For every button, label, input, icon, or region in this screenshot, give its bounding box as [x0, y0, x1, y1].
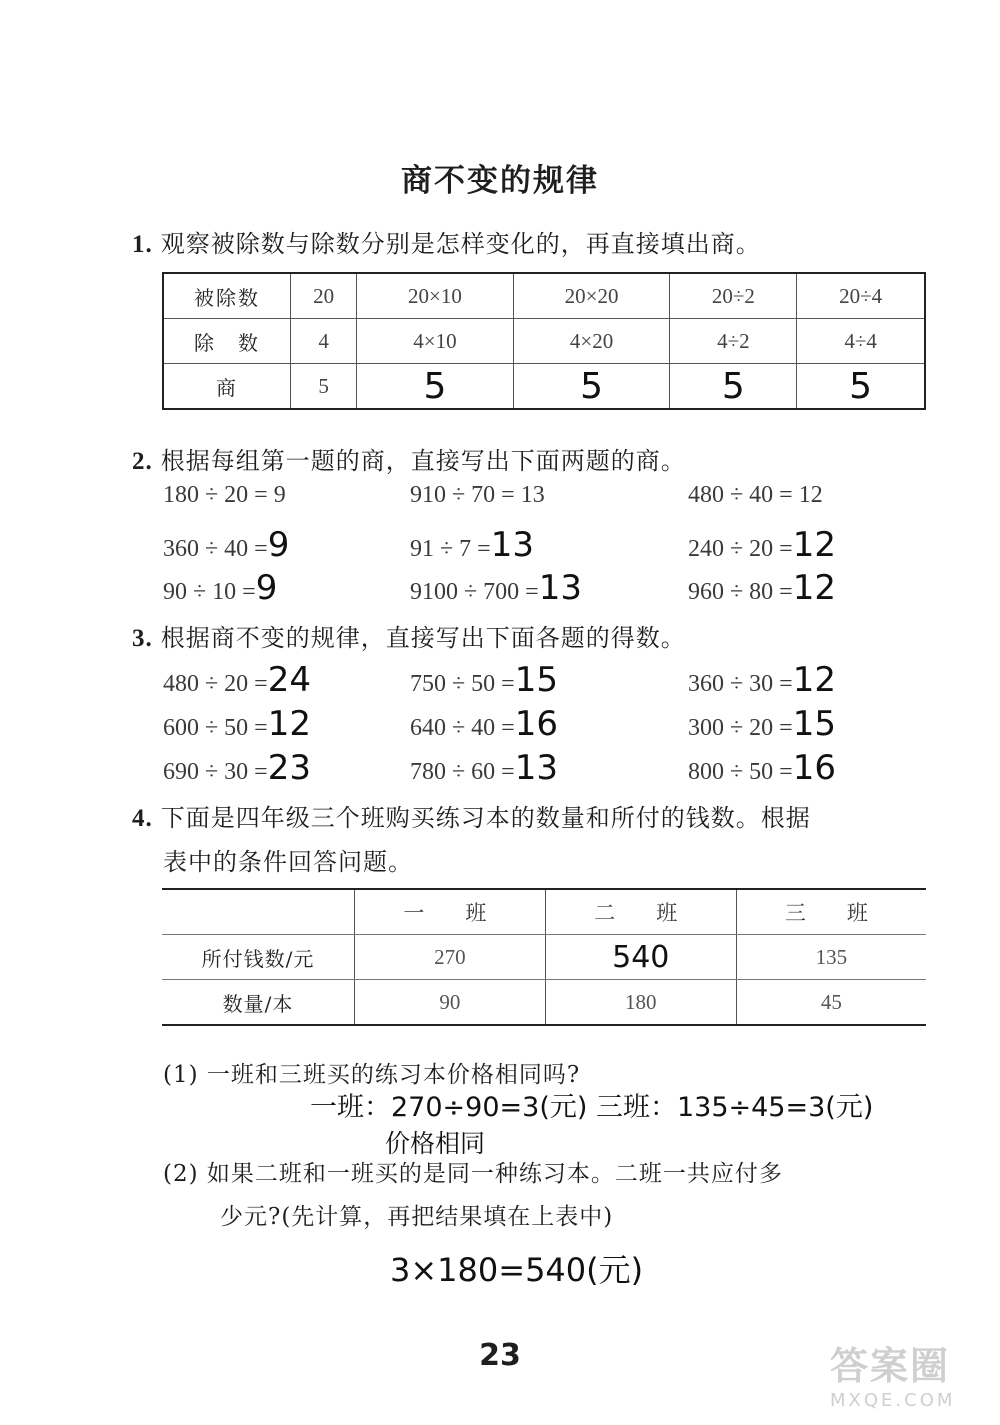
column-header: 一 班 [355, 889, 546, 935]
handwritten-answer: 15 [792, 704, 836, 744]
equation-text: 600 ÷ 50 = [163, 715, 268, 741]
handwritten-answer: 5 [849, 365, 873, 407]
equation-text: 240 ÷ 20 = [688, 536, 793, 562]
question-4-continued: 表中的条件回答问题。 [163, 848, 413, 876]
table-cell: 20÷4 [797, 273, 925, 319]
column-header: 三 班 [736, 889, 926, 935]
equation-text: 910 ÷ 70 = 13 [410, 482, 545, 508]
table-row [163, 273, 925, 319]
equation [688, 525, 836, 565]
equation [688, 568, 836, 608]
equation [688, 482, 823, 509]
handwritten-answer: 13 [514, 748, 558, 788]
table-cell: 4×10 [357, 319, 514, 364]
table-cell: 20÷2 [670, 273, 797, 319]
equation-text: 780 ÷ 60 = [410, 759, 515, 785]
equation-text: 91 ÷ 7 = [410, 536, 491, 562]
question-3 [132, 618, 686, 653]
table-row [163, 319, 925, 364]
table-cell: 45 [736, 980, 926, 1026]
equation-text: 360 ÷ 30 = [688, 671, 793, 697]
equation-text: 800 ÷ 50 = [688, 759, 793, 785]
table-row [162, 935, 926, 980]
table-cell: 20 [291, 273, 357, 319]
equation [163, 525, 289, 565]
handwritten-answer: 12 [792, 568, 836, 608]
sub-question-2: (2) 如果二班和一班买的是同一种练习本。二班一共应付多 [163, 1161, 783, 1187]
table-cell: 135 [736, 935, 926, 980]
table-cell: 90 [355, 980, 546, 1026]
equation-text: 750 ÷ 50 = [410, 671, 515, 697]
handwritten-answer: 13 [490, 525, 534, 565]
handwritten-answer: 24 [267, 660, 311, 700]
question-4 [132, 798, 811, 833]
table-cell: 20×10 [357, 273, 514, 319]
page-title: 商不变的规律 [401, 163, 599, 199]
equation [410, 482, 545, 509]
quotient-table [162, 272, 926, 410]
table-cell: 4÷4 [797, 319, 925, 364]
question-text: 观察被除数与除数分别是怎样变化的，再直接填出商。 [160, 230, 761, 258]
page-number: 23 [479, 1338, 521, 1373]
equation-text: 960 ÷ 80 = [688, 579, 793, 605]
equation [688, 748, 836, 788]
handwritten-work: 一班：270÷90=3(元) 三班：135÷45=3(元) [310, 1092, 874, 1123]
equation-text: 90 ÷ 10 = [163, 579, 256, 605]
table-cell: 4÷2 [670, 319, 797, 364]
handwritten-work: 3×180=540(元) [390, 1251, 644, 1289]
sub-question-2-continued: 少元?(先计算，再把结果填在上表中) [220, 1204, 614, 1230]
equation [163, 660, 311, 700]
sub-question-1: (1) 一班和三班买的练习本价格相同吗? [163, 1062, 581, 1088]
equation-text: 360 ÷ 40 = [163, 536, 268, 562]
equation [688, 704, 836, 744]
equation-text: 690 ÷ 30 = [163, 759, 268, 785]
equation [163, 748, 311, 788]
equation [410, 568, 582, 608]
equation [410, 748, 558, 788]
equation-text: 480 ÷ 40 = 12 [688, 482, 823, 508]
table-cell: 270 [355, 935, 546, 980]
watermark-main: 答案圈 [830, 1344, 951, 1388]
question-number: 2. [132, 448, 153, 475]
class-purchase-table [162, 888, 926, 1026]
equation-text: 640 ÷ 40 = [410, 715, 515, 741]
question-2 [132, 441, 686, 476]
corner-cell [162, 889, 355, 935]
question-number: 1. [132, 231, 153, 258]
handwritten-answer: 15 [514, 660, 558, 700]
handwritten-answer: 12 [267, 704, 311, 744]
handwritten-answer: 5 [721, 365, 745, 407]
handwritten-conclusion: 价格相同 [385, 1129, 486, 1158]
handwritten-answer: 16 [792, 748, 836, 788]
question-text: 下面是四年级三个班购买练习本的数量和所付的钱数。根据 [160, 804, 811, 832]
handwritten-answer: 23 [267, 748, 311, 788]
row-header: 被除数 [163, 273, 291, 319]
table-row [162, 980, 926, 1026]
handwritten-answer: 12 [792, 660, 836, 700]
answer-cell[interactable] [545, 935, 736, 980]
equation [410, 525, 534, 565]
equation-text: 300 ÷ 20 = [688, 715, 793, 741]
column-header: 二 班 [545, 889, 736, 935]
handwritten-answer: 9 [267, 525, 290, 565]
question-number: 3. [132, 625, 153, 652]
equation [410, 660, 558, 700]
equation [163, 704, 311, 744]
watermark-sub: MXQE.COM [830, 1390, 956, 1411]
handwritten-answer: 9 [255, 568, 278, 608]
answer-cell[interactable] [670, 364, 797, 410]
equation-text: 180 ÷ 20 = 9 [163, 482, 286, 508]
handwritten-answer: 5 [580, 365, 604, 407]
row-header: 商 [163, 364, 291, 410]
handwritten-answer: 13 [538, 568, 582, 608]
equation-text: 9100 ÷ 700 = [410, 579, 539, 605]
equation [688, 660, 836, 700]
handwritten-answer: 5 [423, 365, 447, 407]
handwritten-answer: 12 [792, 525, 836, 565]
table-header-row [162, 889, 926, 935]
table-cell: 20×20 [513, 273, 670, 319]
answer-cell[interactable] [513, 364, 670, 410]
handwritten-answer: 540 [612, 939, 670, 975]
table-cell: 4 [291, 319, 357, 364]
equation [410, 704, 558, 744]
equation [163, 482, 286, 509]
question-text: 根据每组第一题的商，直接写出下面两题的商。 [160, 447, 686, 475]
row-header: 数量/本 [162, 980, 355, 1026]
table-cell: 4×20 [513, 319, 670, 364]
table-cell: 5 [291, 364, 357, 410]
question-number: 4. [132, 805, 153, 832]
equation-text: 480 ÷ 20 = [163, 671, 268, 697]
row-header: 除 数 [163, 319, 291, 364]
handwritten-answer: 16 [514, 704, 558, 744]
equation [163, 568, 277, 608]
table-cell: 180 [545, 980, 736, 1026]
answer-cell[interactable] [357, 364, 514, 410]
watermark-logo [830, 1335, 990, 1415]
question-1 [132, 224, 761, 259]
row-header: 所付钱数/元 [162, 935, 355, 980]
answer-cell[interactable] [797, 364, 925, 410]
question-text: 根据商不变的规律，直接写出下面各题的得数。 [160, 624, 686, 652]
table-row [163, 364, 925, 410]
